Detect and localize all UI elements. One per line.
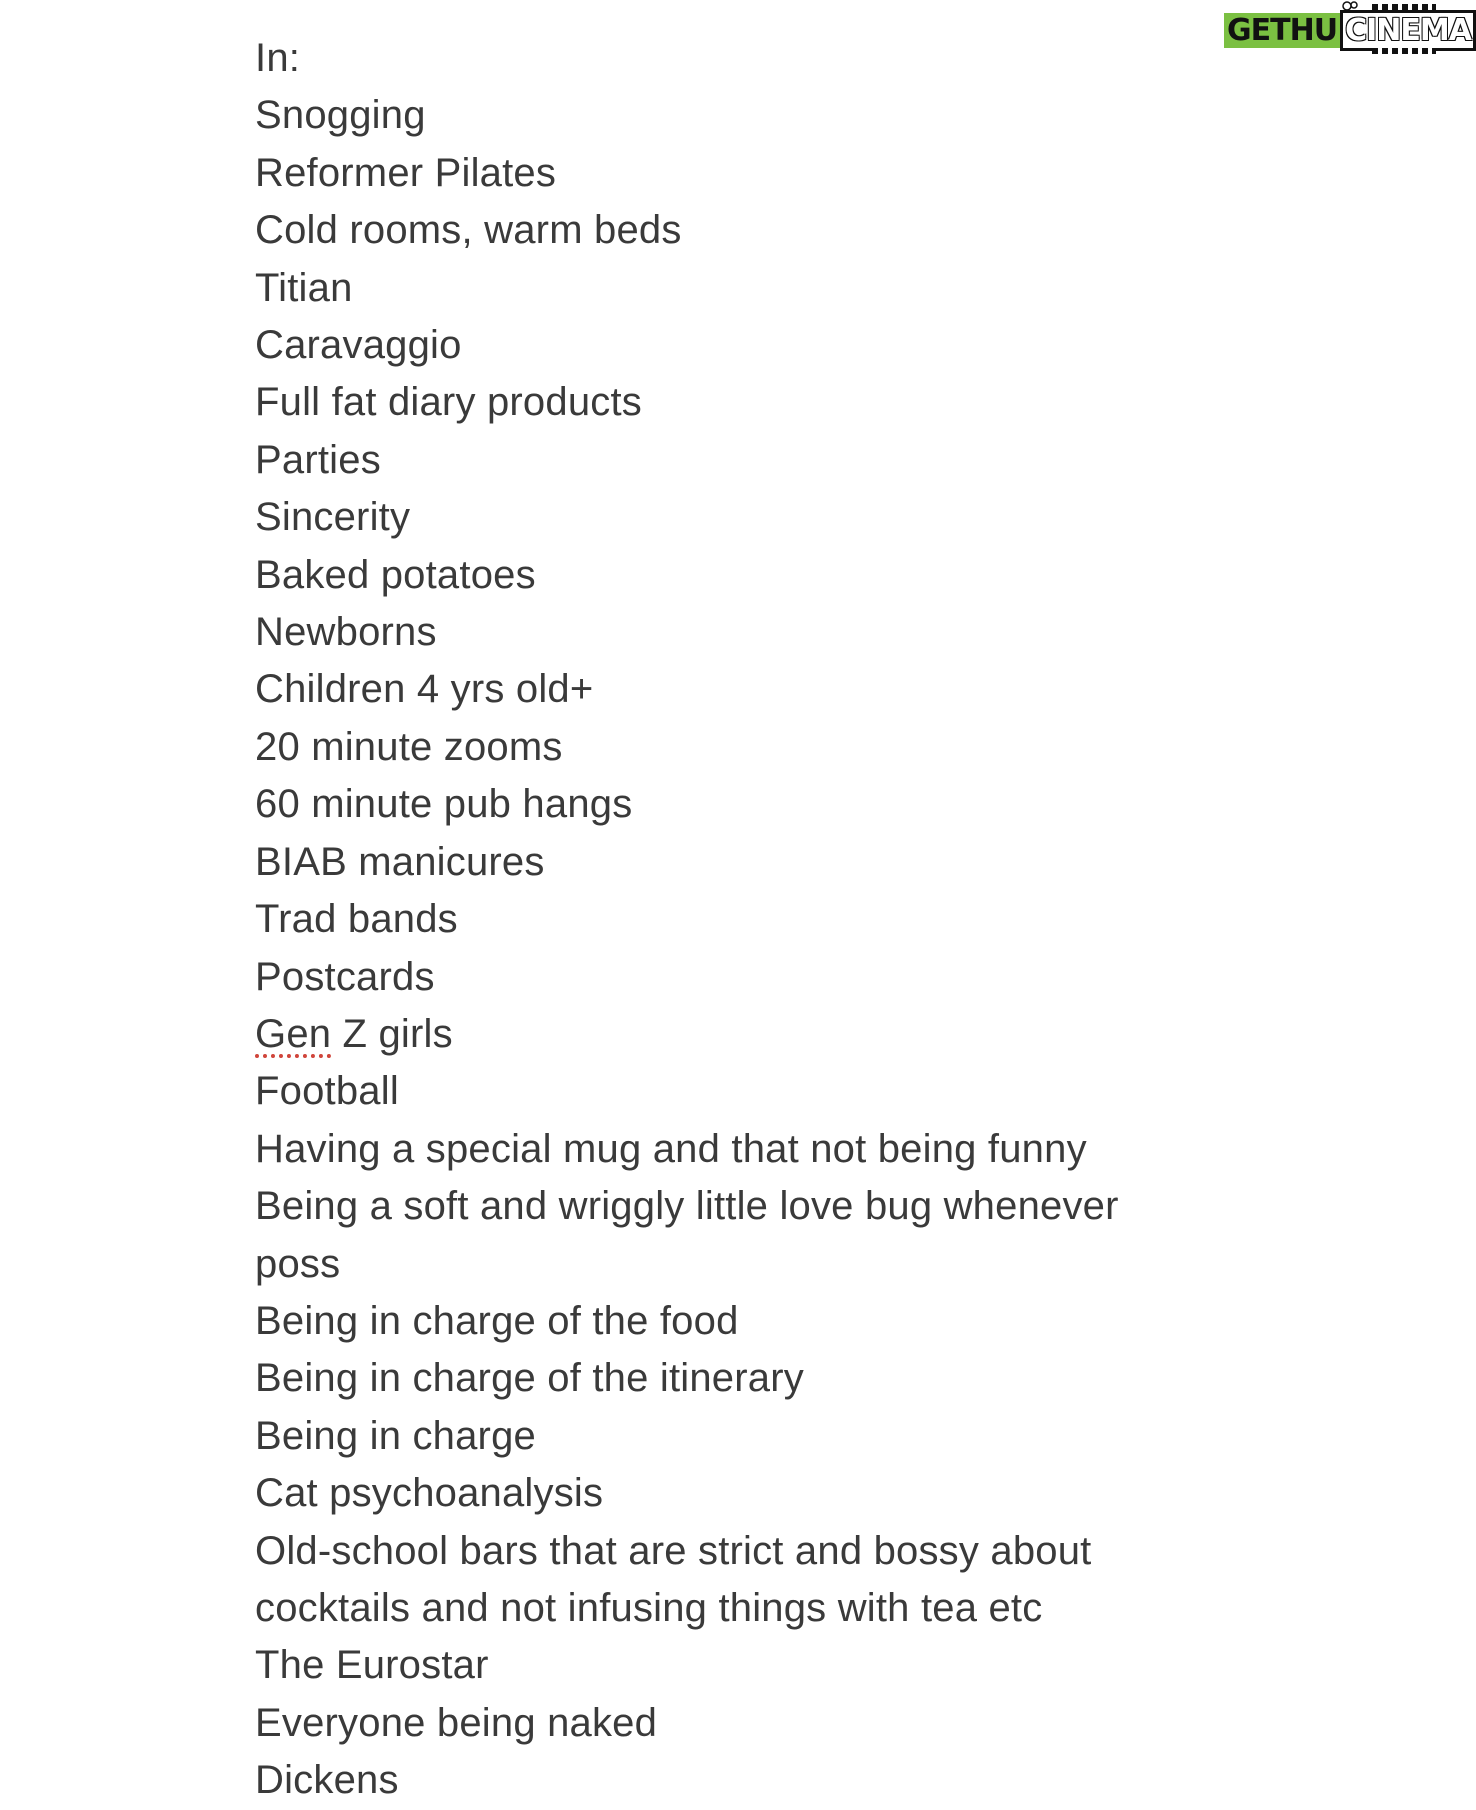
note-line: Reformer Pilates	[255, 150, 557, 195]
note-line: Dickens	[255, 1758, 399, 1803]
note-line: poss	[255, 1241, 341, 1286]
note-line: Everyone being naked	[255, 1700, 658, 1745]
logo-text-part2: CINEMA	[1340, 10, 1476, 51]
note-body[interactable]	[255, 30, 1155, 1810]
watermark-logo	[1222, 0, 1471, 58]
note-line: Titian	[255, 265, 353, 310]
note-line: Being in charge	[255, 1413, 536, 1458]
note-line: Full fat diary products	[255, 380, 642, 425]
note-line: Baked potatoes	[255, 552, 536, 597]
note-line: Newborns	[255, 610, 437, 655]
note-line: Parties	[255, 437, 381, 482]
note-line: Snogging	[255, 93, 426, 138]
film-strip-bottom	[1372, 48, 1436, 54]
note-line: cocktails and not infusing things with tea etc	[255, 1585, 1043, 1630]
misspelled-word[interactable]: Gen	[255, 1011, 332, 1056]
note-line: Children 4 yrs old+	[255, 667, 594, 712]
note-line: Being in charge of the food	[255, 1298, 739, 1343]
note-line: Being in charge of the itinerary	[255, 1356, 804, 1401]
note-line: 20 minute zooms	[255, 724, 563, 769]
note-line: In:	[255, 36, 301, 80]
note-line: The Eurostar	[255, 1643, 489, 1688]
note-line: Cold rooms, warm beds	[255, 208, 682, 253]
note-line: Old-school bars that are strict and bossy about	[255, 1528, 1092, 1573]
note-line: Postcards	[255, 954, 435, 999]
note-line: Caravaggio	[255, 323, 462, 368]
note-line-spellchecked	[255, 1006, 1155, 1063]
logo-text-part1: GETHU	[1224, 13, 1340, 48]
note-line: Having a special mug and that not being funny	[255, 1126, 1087, 1171]
note-line: Football	[255, 1069, 399, 1114]
note-line: Trad bands	[255, 897, 458, 942]
note-line: BIAB manicures	[255, 839, 545, 884]
note-line-rest: Z girls	[331, 1011, 453, 1056]
note-line: Sincerity	[255, 495, 411, 540]
logo-wordmark	[1224, 10, 1476, 51]
note-line: Cat psychoanalysis	[255, 1471, 604, 1516]
note-line: 60 minute pub hangs	[255, 782, 633, 827]
note-line: Being a soft and wriggly little love bug whenever	[255, 1184, 1119, 1229]
